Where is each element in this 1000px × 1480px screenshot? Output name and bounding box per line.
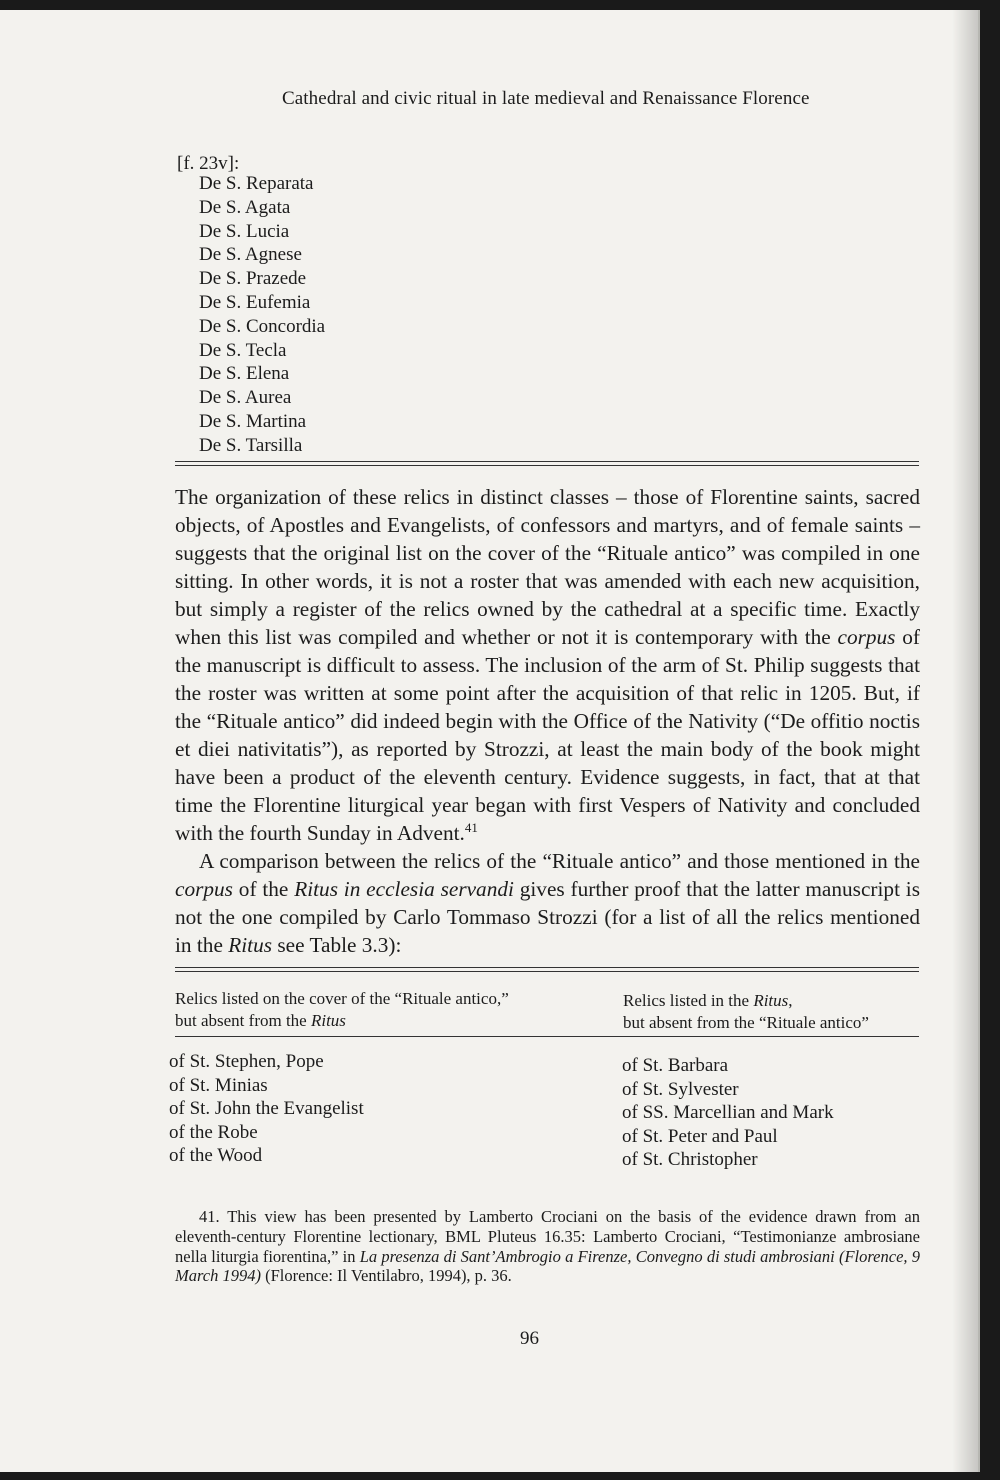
paragraph-2: A comparison between the relics of the “Rituale antico” and those mentioned in the corpus of the Ritus in ecclesia servandi gives further proof that the latter manuscript is not the one compiled by Carlo Tommaso Strozzi (for a list of all the relics mentioned in the Ritus see Table 3.3): bbox=[175, 849, 921, 957]
footnote-41: 41. This view has been presented by Lamberto Crociani on the basis of the evidence drawn from an eleventh-century Florentine lectionary, BML Pluteus 16.35: Lamberto Crociani, “Testimonianze ambrosiane nella liturgia fiorentina,” in La presenza di Sant’Ambrogio a Firenze, Convegno di studi ambrosiani (Florence, 9 March 1994) (Florence: Il Ventilabro, 1994), p. 36. bbox=[175, 1207, 920, 1286]
running-head: Cathedral and civic ritual in late medieval and Renaissance Florence bbox=[282, 88, 810, 109]
table-header-rule bbox=[175, 1036, 919, 1037]
table-column-left bbox=[169, 1050, 364, 1168]
paragraph-1: The organization of these relics in distinct classes – those of Florentine saints, sacred objects, of Apostles and Evangelists, of confessors and martyrs, and of female saints – suggests that the original list on the cover of the “Rituale antico” was compiled in one sitting. In other words, it is not a roster that was amended with each new acquisition, but simply a register of the relics owned by the cathedral at a specific time. Exactly when this list was compiled and whether or not it is contemporary with the corpus of the manuscript is difficult to assess. The inclusion of the arm of St. Philip suggests that the roster was written at some point after the acquisition of that relic in 1205. But, if the “Rituale antico” did indeed begin with the Office of the Nativity (“De offitio noctis et diei nativitatis”), as reported by Strozzi, at least the main body of the book might have been a product of the eleventh century. Evidence suggests, in fact, that at that time the Florentine liturgical year began with first Vespers of Nativity and concluded with the fourth Sunday in Advent.$^{41}$ bbox=[175, 485, 920, 845]
table-header-left: Relics listed on the cover of the “Rituale antico,” but absent from the Ritus bbox=[175, 989, 509, 1030]
table-cell: of St. Stephen, Pope bbox=[169, 1051, 324, 1072]
list-item: De S. Lucia bbox=[199, 220, 290, 242]
footnote-ref[interactable]: 41 bbox=[464, 820, 478, 835]
list-item: De S. Aurea bbox=[199, 387, 292, 409]
list-item: De S. Prazede bbox=[199, 268, 307, 290]
list-item: De S. Agnese bbox=[199, 244, 302, 266]
table-top-rule bbox=[175, 967, 919, 972]
list-item: De S. Elena bbox=[199, 363, 290, 385]
list-item: De S. Tecla bbox=[199, 339, 287, 361]
page-edge-shadow bbox=[952, 10, 978, 1472]
book-page bbox=[0, 10, 980, 1472]
list-item: De S. Reparata bbox=[199, 173, 314, 194]
body-text bbox=[175, 483, 920, 959]
list-item: De S. Tarsilla bbox=[199, 434, 303, 456]
list-item: De S. Martina bbox=[199, 410, 307, 432]
folio-label: [f. 23v]: bbox=[177, 153, 240, 174]
list-item: De S. Agata bbox=[199, 196, 291, 218]
table-cell: of St. Christopher bbox=[622, 1149, 758, 1170]
table-cell: of St. Sylvester bbox=[622, 1078, 739, 1100]
table-cell: of St. Minias bbox=[169, 1074, 268, 1096]
table-cell: of St. John the Evangelist bbox=[169, 1098, 364, 1119]
list-item: De S. Concordia bbox=[199, 315, 326, 337]
section-rule bbox=[175, 461, 919, 466]
page-number: 96 bbox=[520, 1328, 539, 1349]
table-cell: of St. Barbara bbox=[622, 1055, 729, 1076]
table-cell: of SS. Marcellian and Mark bbox=[622, 1102, 834, 1123]
list-item: De S. Eufemia bbox=[199, 291, 311, 313]
table-column-right bbox=[622, 1054, 834, 1172]
table-cell: of the Wood bbox=[169, 1145, 263, 1166]
table-cell: of the Robe bbox=[169, 1121, 258, 1143]
table-cell: of St. Peter and Paul bbox=[622, 1125, 778, 1147]
table-header-right: Relics listed in the Ritus, but absent from the “Rituale antico” bbox=[623, 991, 869, 1032]
saints-list bbox=[199, 172, 325, 458]
